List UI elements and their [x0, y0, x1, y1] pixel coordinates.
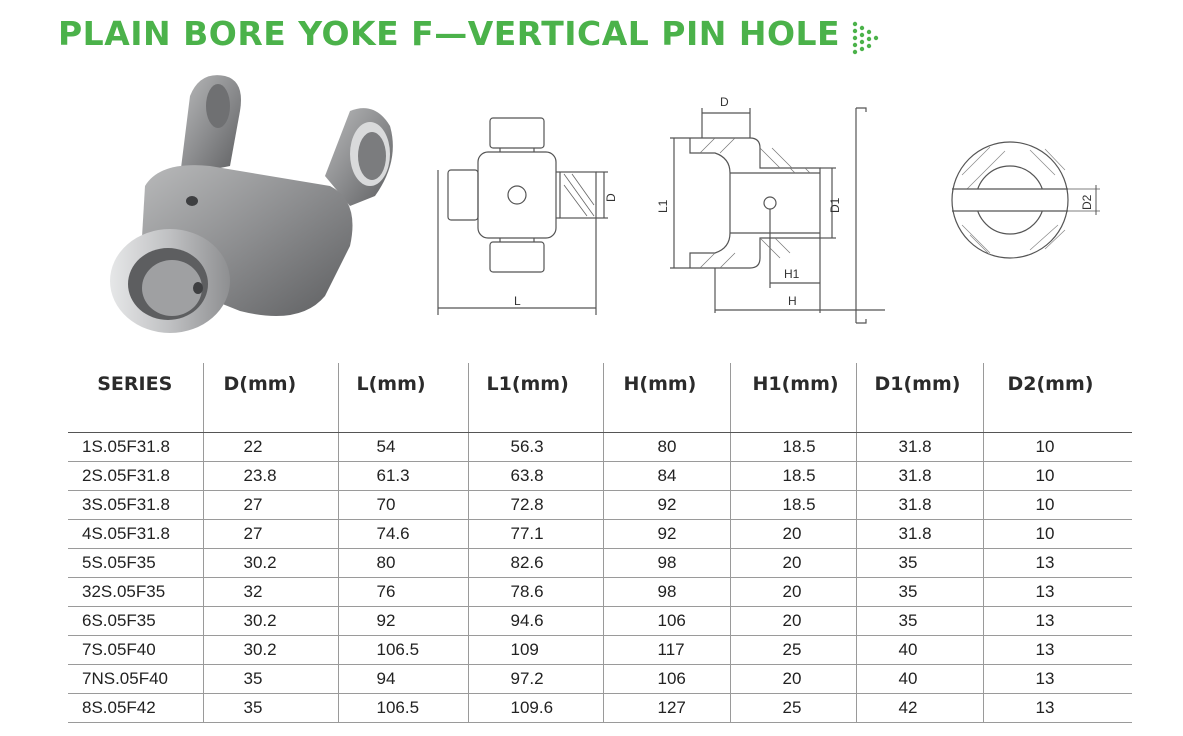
value-cell: 20 — [730, 607, 856, 636]
page-title: PLAIN BORE YOKE F—VERTICAL PIN HOLE — [58, 14, 841, 53]
value-cell: 84 — [603, 462, 730, 491]
value-cell: 35 — [203, 694, 338, 723]
value-cell: 31.8 — [856, 433, 983, 462]
yoke-l1-label: L1 — [656, 199, 670, 213]
table-row — [68, 520, 1132, 549]
value-cell: 20 — [730, 549, 856, 578]
yoke-d1-label: D1 — [828, 197, 842, 213]
table-row — [68, 549, 1132, 578]
spec-table-wrap — [68, 363, 1132, 723]
value-cell: 10 — [983, 520, 1132, 549]
series-cell: 32S.05F35 — [68, 578, 203, 607]
value-cell: 23.8 — [203, 462, 338, 491]
value-cell: 18.5 — [730, 491, 856, 520]
yoke-photo — [100, 66, 400, 346]
value-cell: 92 — [603, 520, 730, 549]
cross-drawing — [430, 110, 618, 320]
column-header: L1(mm) — [468, 363, 603, 433]
value-cell: 74.6 — [338, 520, 468, 549]
value-cell: 72.8 — [468, 491, 603, 520]
series-cell: 8S.05F42 — [68, 694, 203, 723]
value-cell: 106.5 — [338, 694, 468, 723]
value-cell: 40 — [856, 636, 983, 665]
value-cell: 31.8 — [856, 462, 983, 491]
table-row — [68, 607, 1132, 636]
value-cell: 22 — [203, 433, 338, 462]
value-cell: 97.2 — [468, 665, 603, 694]
value-cell: 10 — [983, 462, 1132, 491]
value-cell: 127 — [603, 694, 730, 723]
value-cell: 106.5 — [338, 636, 468, 665]
cross-d-label: D — [604, 193, 618, 202]
table-row — [68, 491, 1132, 520]
value-cell: 35 — [856, 578, 983, 607]
value-cell: 77.1 — [468, 520, 603, 549]
value-cell: 76 — [338, 578, 468, 607]
value-cell: 109.6 — [468, 694, 603, 723]
value-cell: 94.6 — [468, 607, 603, 636]
value-cell: 31.8 — [856, 491, 983, 520]
column-header: L(mm) — [338, 363, 468, 433]
series-cell: 7NS.05F40 — [68, 665, 203, 694]
value-cell: 25 — [730, 636, 856, 665]
value-cell: 56.3 — [468, 433, 603, 462]
series-cell: 4S.05F31.8 — [68, 520, 203, 549]
value-cell: 80 — [603, 433, 730, 462]
series-cell: 2S.05F31.8 — [68, 462, 203, 491]
value-cell: 35 — [856, 607, 983, 636]
value-cell: 32 — [203, 578, 338, 607]
yoke-h1-label: H1 — [784, 267, 800, 281]
series-cell: 6S.05F35 — [68, 607, 203, 636]
value-cell: 98 — [603, 578, 730, 607]
value-cell: 13 — [983, 607, 1132, 636]
table-row — [68, 433, 1132, 462]
value-cell: 13 — [983, 694, 1132, 723]
value-cell: 82.6 — [468, 549, 603, 578]
series-cell: 7S.05F40 — [68, 636, 203, 665]
yoke-h-label: H — [788, 294, 797, 308]
value-cell: 94 — [338, 665, 468, 694]
value-cell: 92 — [603, 491, 730, 520]
column-header: H(mm) — [603, 363, 730, 433]
value-cell: 18.5 — [730, 462, 856, 491]
cross-l-label: L — [514, 294, 521, 308]
value-cell: 80 — [338, 549, 468, 578]
column-header: D1(mm) — [856, 363, 983, 433]
value-cell: 13 — [983, 549, 1132, 578]
value-cell: 27 — [203, 520, 338, 549]
value-cell: 117 — [603, 636, 730, 665]
column-header: D(mm) — [203, 363, 338, 433]
table-row — [68, 578, 1132, 607]
value-cell: 13 — [983, 636, 1132, 665]
value-cell: 20 — [730, 578, 856, 607]
value-cell: 13 — [983, 578, 1132, 607]
value-cell: 30.2 — [203, 607, 338, 636]
series-cell: 1S.05F31.8 — [68, 433, 203, 462]
value-cell: 54 — [338, 433, 468, 462]
section-d2-label: D2 — [1080, 194, 1094, 210]
value-cell: 109 — [468, 636, 603, 665]
table-header-row — [68, 363, 1132, 433]
value-cell: 42 — [856, 694, 983, 723]
column-header: H1(mm) — [730, 363, 856, 433]
value-cell: 18.5 — [730, 433, 856, 462]
value-cell: 31.8 — [856, 520, 983, 549]
column-header: SERIES — [68, 363, 203, 433]
value-cell: 25 — [730, 694, 856, 723]
value-cell: 10 — [983, 433, 1132, 462]
spec-table — [68, 363, 1132, 723]
end-section-drawing — [950, 135, 1120, 265]
column-header: D2(mm) — [983, 363, 1132, 433]
value-cell: 40 — [856, 665, 983, 694]
value-cell: 92 — [338, 607, 468, 636]
value-cell: 35 — [856, 549, 983, 578]
value-cell: 10 — [983, 491, 1132, 520]
value-cell: 13 — [983, 665, 1132, 694]
value-cell: 98 — [603, 549, 730, 578]
value-cell: 20 — [730, 665, 856, 694]
arrow-dots-icon — [851, 20, 879, 56]
value-cell: 70 — [338, 491, 468, 520]
series-cell: 5S.05F35 — [68, 549, 203, 578]
value-cell: 30.2 — [203, 636, 338, 665]
value-cell: 106 — [603, 607, 730, 636]
value-cell: 30.2 — [203, 549, 338, 578]
yoke-d-label: D — [720, 95, 729, 109]
value-cell: 61.3 — [338, 462, 468, 491]
table-row — [68, 636, 1132, 665]
value-cell: 35 — [203, 665, 338, 694]
value-cell: 63.8 — [468, 462, 603, 491]
value-cell: 106 — [603, 665, 730, 694]
table-row — [68, 694, 1132, 723]
value-cell: 20 — [730, 520, 856, 549]
value-cell: 27 — [203, 491, 338, 520]
series-cell: 3S.05F31.8 — [68, 491, 203, 520]
table-row — [68, 462, 1132, 491]
yoke-section-drawing — [656, 88, 895, 333]
table-row — [68, 665, 1132, 694]
value-cell: 78.6 — [468, 578, 603, 607]
